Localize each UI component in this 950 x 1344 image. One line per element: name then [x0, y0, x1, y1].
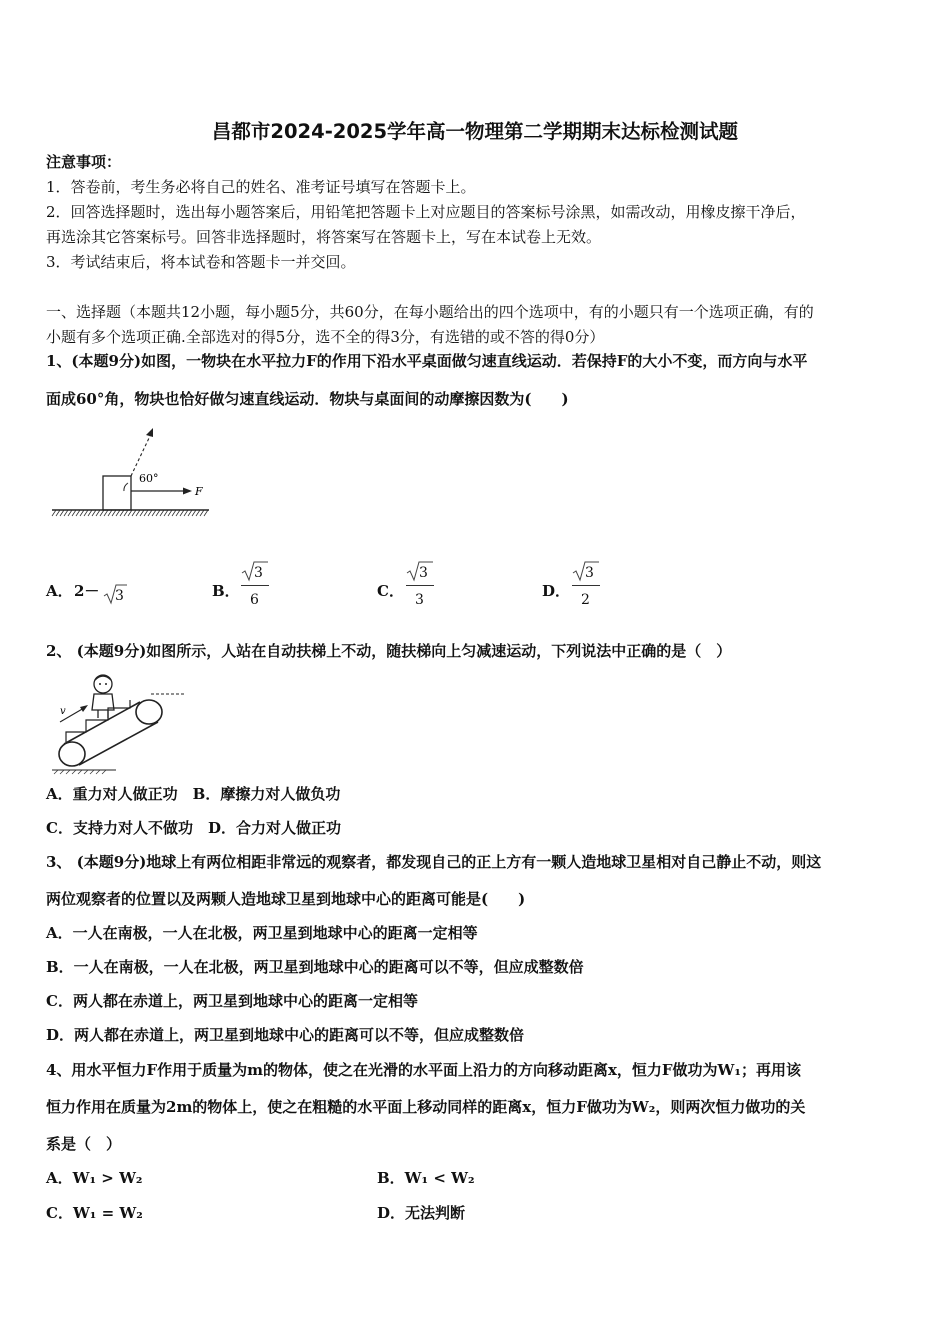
notice-item-2: 2．回答选择题时，选出每小题答案后，用铅笔把答题卡上对应题目的答案标号涂黑，如需改动，用橡皮擦干净后， [46, 203, 806, 221]
q1-option-b-num: 3 [254, 565, 263, 581]
q2-options-1: A．重力对人做正功 B．摩擦力对人做负功 [46, 785, 341, 803]
q1-option-a-label: A． [46, 582, 73, 600]
q4-stem-2: 恒力作用在质量为2m的物体上，使之在粗糙的水平面上移动同样的距离x，恒力F做功为W₂，则两次恒力做功的关 [46, 1098, 806, 1116]
q4-option-d: D．无法判断 [377, 1204, 466, 1222]
q4-option-a: A．W₁ > W₂ [46, 1169, 143, 1187]
q1-stem-1: 1、(本题9分)如图，一物块在水平拉力F的作用下沿水平桌面做匀速直线运动．若保持F的大小不变，而方向与水平 [46, 352, 808, 370]
q3-stem-2: 两位观察者的位置以及两颗人造地球卫星到地球中心的距离可能是( ) [46, 890, 526, 908]
notice-heading: 注意事项： [46, 153, 122, 171]
notice-item-3: 3．考试结束后，将本试卷和答题卡一并交回。 [46, 253, 356, 271]
q2-stem: 2、 (本题9分)如图所示，人站在自动扶梯上不动，随扶梯向上匀减速运动，下列说法中正确的是（ ） [46, 642, 732, 660]
q1-option-c-fraction-bar [406, 585, 434, 586]
section-heading-2: 小题有多个选项正确.全部选对的得5分，选不全的得3分，有选错的或不答的得0分） [46, 328, 605, 346]
q1-option-c-label: C． [377, 582, 404, 600]
q3-option-b: B．一人在南极，一人在北极，两卫星到地球中心的距离可以不等，但应成整数倍 [46, 958, 584, 976]
section-heading-1: 一、选择题（本题共12小题，每小题5分，共60分，在每小题给出的四个选项中，有的小题只有一个选项正确，有的 [46, 303, 814, 321]
q1-option-b-label: B． [212, 582, 240, 600]
velocity-label: v [60, 706, 66, 717]
q1-stem-2: 面成60°角，物块也恰好做匀速直线运动．物块与桌面间的动摩擦因数为( ) [46, 390, 569, 408]
q4-stem-1: 4、用水平恒力F作用于质量为m的物体，使之在光滑的水平面上沿力的方向移动距离x，恒力F做功为W₁；再用该 [46, 1061, 801, 1079]
notice-item-2-cont: 再选涂其它答案标号。回答非选择题时，将答案写在答题卡上，写在本试卷上无效。 [46, 228, 602, 246]
q1-option-d-label: D． [542, 582, 571, 600]
q3-option-d: D．两人都在赤道上，两卫星到地球中心的距离可以不等，但应成整数倍 [46, 1026, 525, 1044]
notice-item-1: 1．答卷前，考生务必将自己的姓名、准考证号填写在答题卡上。 [46, 178, 476, 196]
q1-option-d-num: 3 [585, 565, 594, 581]
angle-label: 60° [139, 472, 159, 485]
q2-escalator-figure [46, 670, 191, 775]
q1-option-b-fraction-bar [241, 585, 269, 586]
q4-option-c: C．W₁ = W₂ [46, 1204, 143, 1222]
q1-option-d-fraction-bar [572, 585, 600, 586]
q1-option-a-text: 2－ [74, 582, 100, 600]
q4-stem-3: 系是（ ） [46, 1135, 122, 1153]
q3-stem-1: 3、 (本题9分)地球上有两位相距非常远的观察者，都发现自己的正上方有一颗人造地球卫星相对自己静止不动，则这 [46, 853, 822, 871]
q1-option-c-num: 3 [419, 565, 428, 581]
q1-figure [46, 420, 221, 520]
q3-option-c: C．两人都在赤道上，两卫星到地球中心的距离一定相等 [46, 992, 418, 1010]
q1-option-a-radicand: 3 [115, 588, 124, 604]
force-label: F [195, 485, 203, 498]
q1-option-b-den: 6 [250, 592, 259, 608]
q3-option-a: A．一人在南极，一人在北极，两卫星到地球中心的距离一定相等 [46, 924, 478, 942]
q4-option-b: B．W₁ < W₂ [377, 1169, 475, 1187]
q1-option-d-den: 2 [581, 592, 590, 608]
q2-options-2: C．支持力对人不做功 D．合力对人做正功 [46, 819, 341, 837]
q1-option-c-den: 3 [415, 592, 424, 608]
block [103, 476, 131, 510]
page-title: 昌都市2024-2025学年高一物理第二学期期末达标检测试题 [211, 120, 739, 143]
